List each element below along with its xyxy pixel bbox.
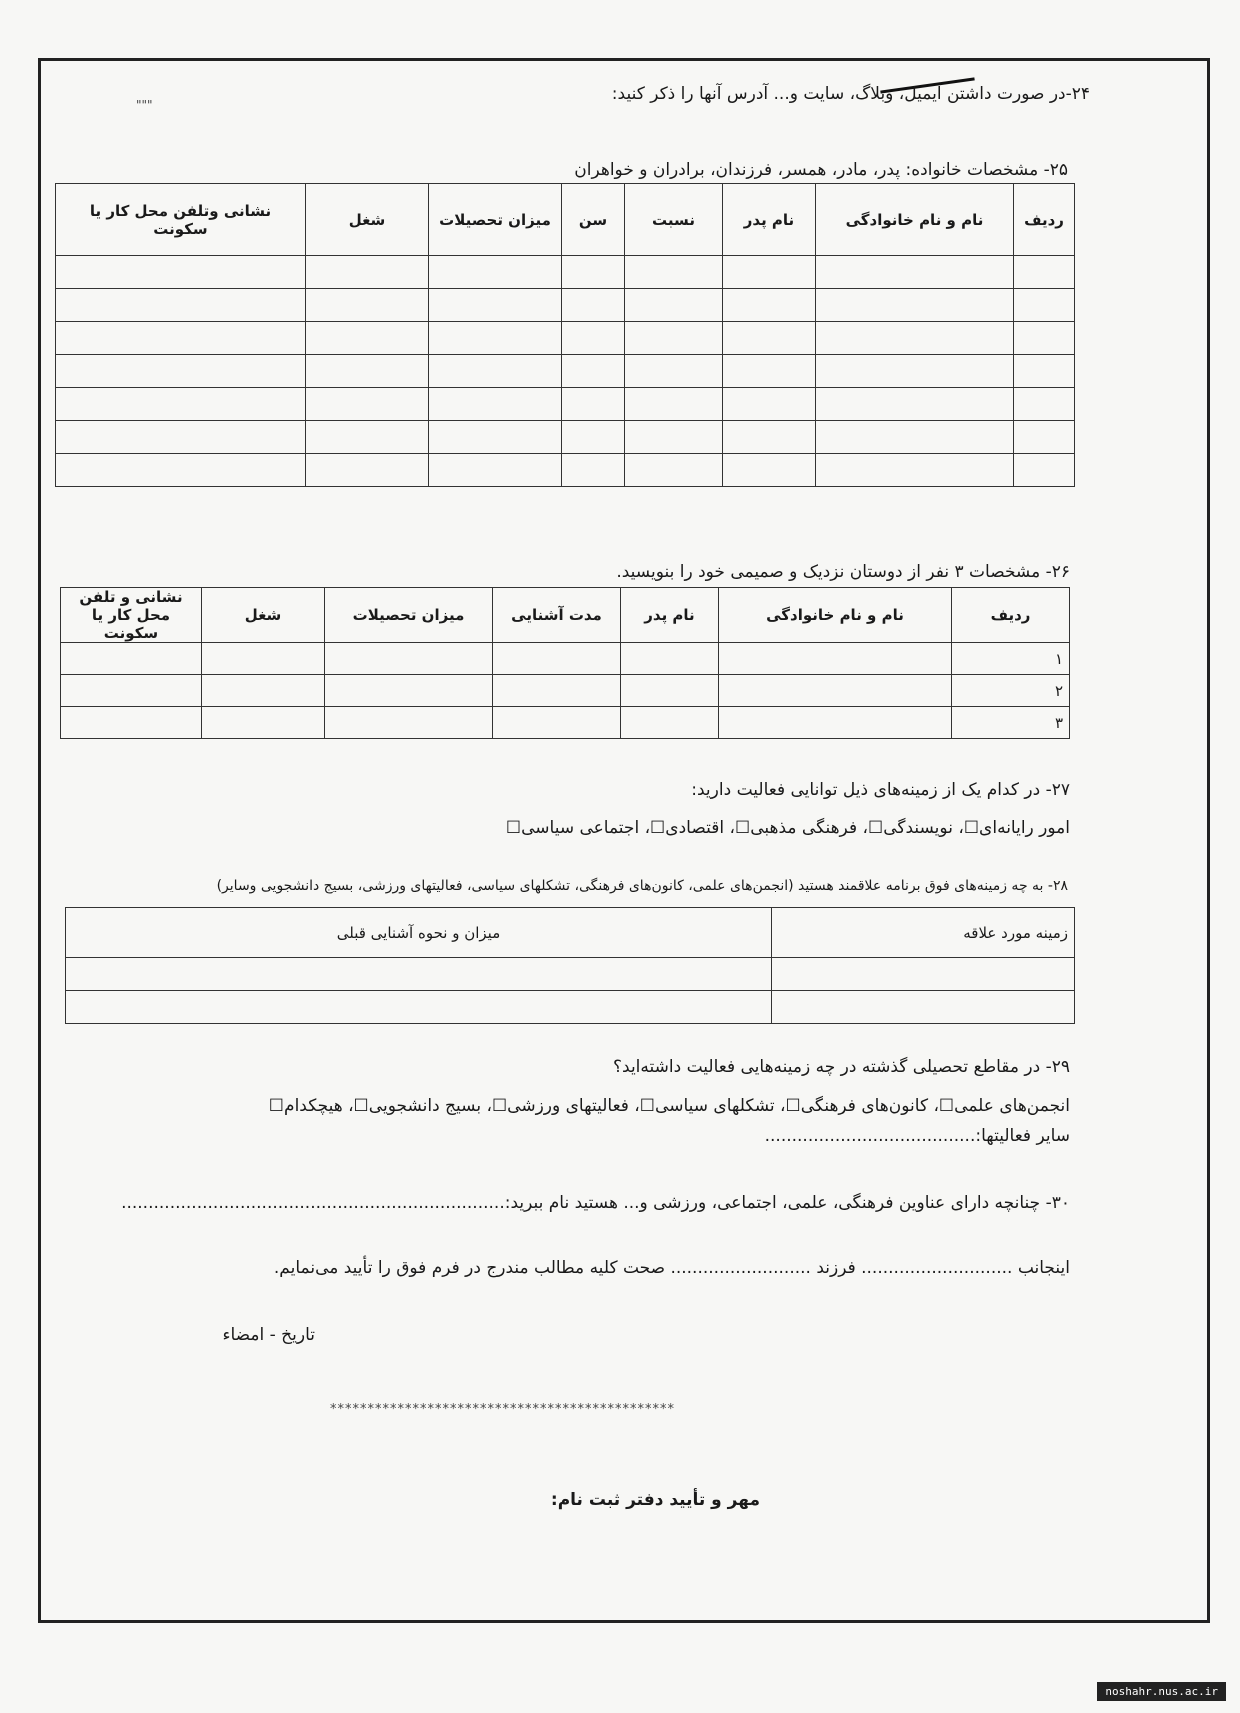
col-relation: نسبت	[625, 184, 723, 256]
table-row	[66, 991, 1075, 1024]
table-row: ۲	[61, 675, 1070, 707]
question-24: ۲۴-در صورت داشتن ایمیل، وبلاگ، سایت و... آدرس آنها را ذکر کنید:	[611, 84, 1090, 104]
table-row	[56, 355, 1075, 388]
col-job: شغل	[202, 588, 325, 643]
table-row	[56, 454, 1075, 487]
declaration: اینجانب ............................ فرزند .......................... صحت کلیه مطالب مندرج در فرم فوق را تأیید می‌نمایم.	[273, 1258, 1070, 1278]
col-job: شغل	[306, 184, 429, 256]
family-table-header	[56, 184, 1075, 256]
table-row	[56, 388, 1075, 421]
interests-table-header	[66, 908, 1075, 958]
col-row: ردیف	[952, 588, 1070, 643]
col-row: ردیف	[1014, 184, 1075, 256]
question-29-title: ۲۹- در مقاطع تحصیلی گذشته در چه زمینه‌هایی فعالیت داشته‌اید؟	[613, 1057, 1070, 1077]
table-row	[66, 958, 1075, 991]
corner-mark: """	[136, 98, 153, 112]
col-father: نام پدر	[621, 588, 719, 643]
table-row	[56, 256, 1075, 289]
col-familiarity: میزان و نحوه آشنایی قبلی	[66, 908, 772, 958]
question-26-title: ۲۶- مشخصات ۳ نفر از دوستان نزدیک و صمیمی خود را بنویسید.	[616, 562, 1070, 582]
col-address: نشانی و تلفن محل کار یا سکونت	[61, 588, 202, 643]
col-age: سن	[562, 184, 625, 256]
question-25-title: ۲۵- مشخصات خانواده: پدر، مادر، همسر، فرزندان، برادران و خواهران	[574, 160, 1068, 180]
col-address: نشانی وتلفن محل کار یا سکونت	[56, 184, 306, 256]
table-row: ۱	[61, 643, 1070, 675]
col-fullname: نام و نام خانوادگی	[719, 588, 952, 643]
friends-table-header	[61, 588, 1070, 643]
table-row	[56, 322, 1075, 355]
col-father: نام پدر	[723, 184, 816, 256]
question-27-options: امور رایانه‌ای☐، نویسندگی☐، فرهنگی مذهبی☐، اقتصادی☐، اجتماعی سیاسی☐	[505, 818, 1070, 838]
col-education: میزان تحصیلات	[429, 184, 562, 256]
question-27-title: ۲۷- در کدام یک از زمینه‌های ذیل توانایی فعالیت دارید:	[691, 780, 1070, 800]
date-signature: تاریخ - امضاء	[222, 1325, 315, 1345]
col-acquaintance: مدت آشنایی	[493, 588, 621, 643]
col-interest-field: زمینه مورد علاقه	[772, 908, 1075, 958]
col-education: میزان تحصیلات	[325, 588, 493, 643]
stamp-label: مهر و تأیید دفتر ثبت نام:	[550, 1490, 760, 1510]
interests-table	[65, 907, 1075, 1024]
site-watermark: noshahr.nus.ac.ir	[1097, 1682, 1226, 1701]
table-row	[56, 289, 1075, 322]
question-29-options: انجمن‌های علمی☐، کانون‌های فرهنگی☐، تشکلهای سیاسی☐، فعالیتهای ورزشی☐، بسیج دانشجویی☐، هیچکدام☐	[268, 1096, 1070, 1116]
family-table	[55, 183, 1075, 487]
separator: **********************************************	[330, 1402, 675, 1417]
question-30: ۳۰- چنانچه دارای عناوین فرهنگی، علمی، اجتماعی، ورزشی و... هستید نام ببرید:.......................................................................	[121, 1193, 1070, 1213]
question-28-title: ۲۸- به چه زمینه‌های فوق برنامه علاقمند هستید (انجمن‌های علمی، کانون‌های فرهنگی، تشکلهای سیاسی، فعالیتهای ورزشی، بسیج دانشجویی وسایر)	[216, 878, 1068, 894]
table-row: ۳	[61, 707, 1070, 739]
friends-table	[60, 587, 1070, 739]
col-fullname: نام و نام خانوادگی	[816, 184, 1014, 256]
table-row	[56, 421, 1075, 454]
question-29-other: سایر فعالیتها:.......................................	[764, 1126, 1070, 1146]
